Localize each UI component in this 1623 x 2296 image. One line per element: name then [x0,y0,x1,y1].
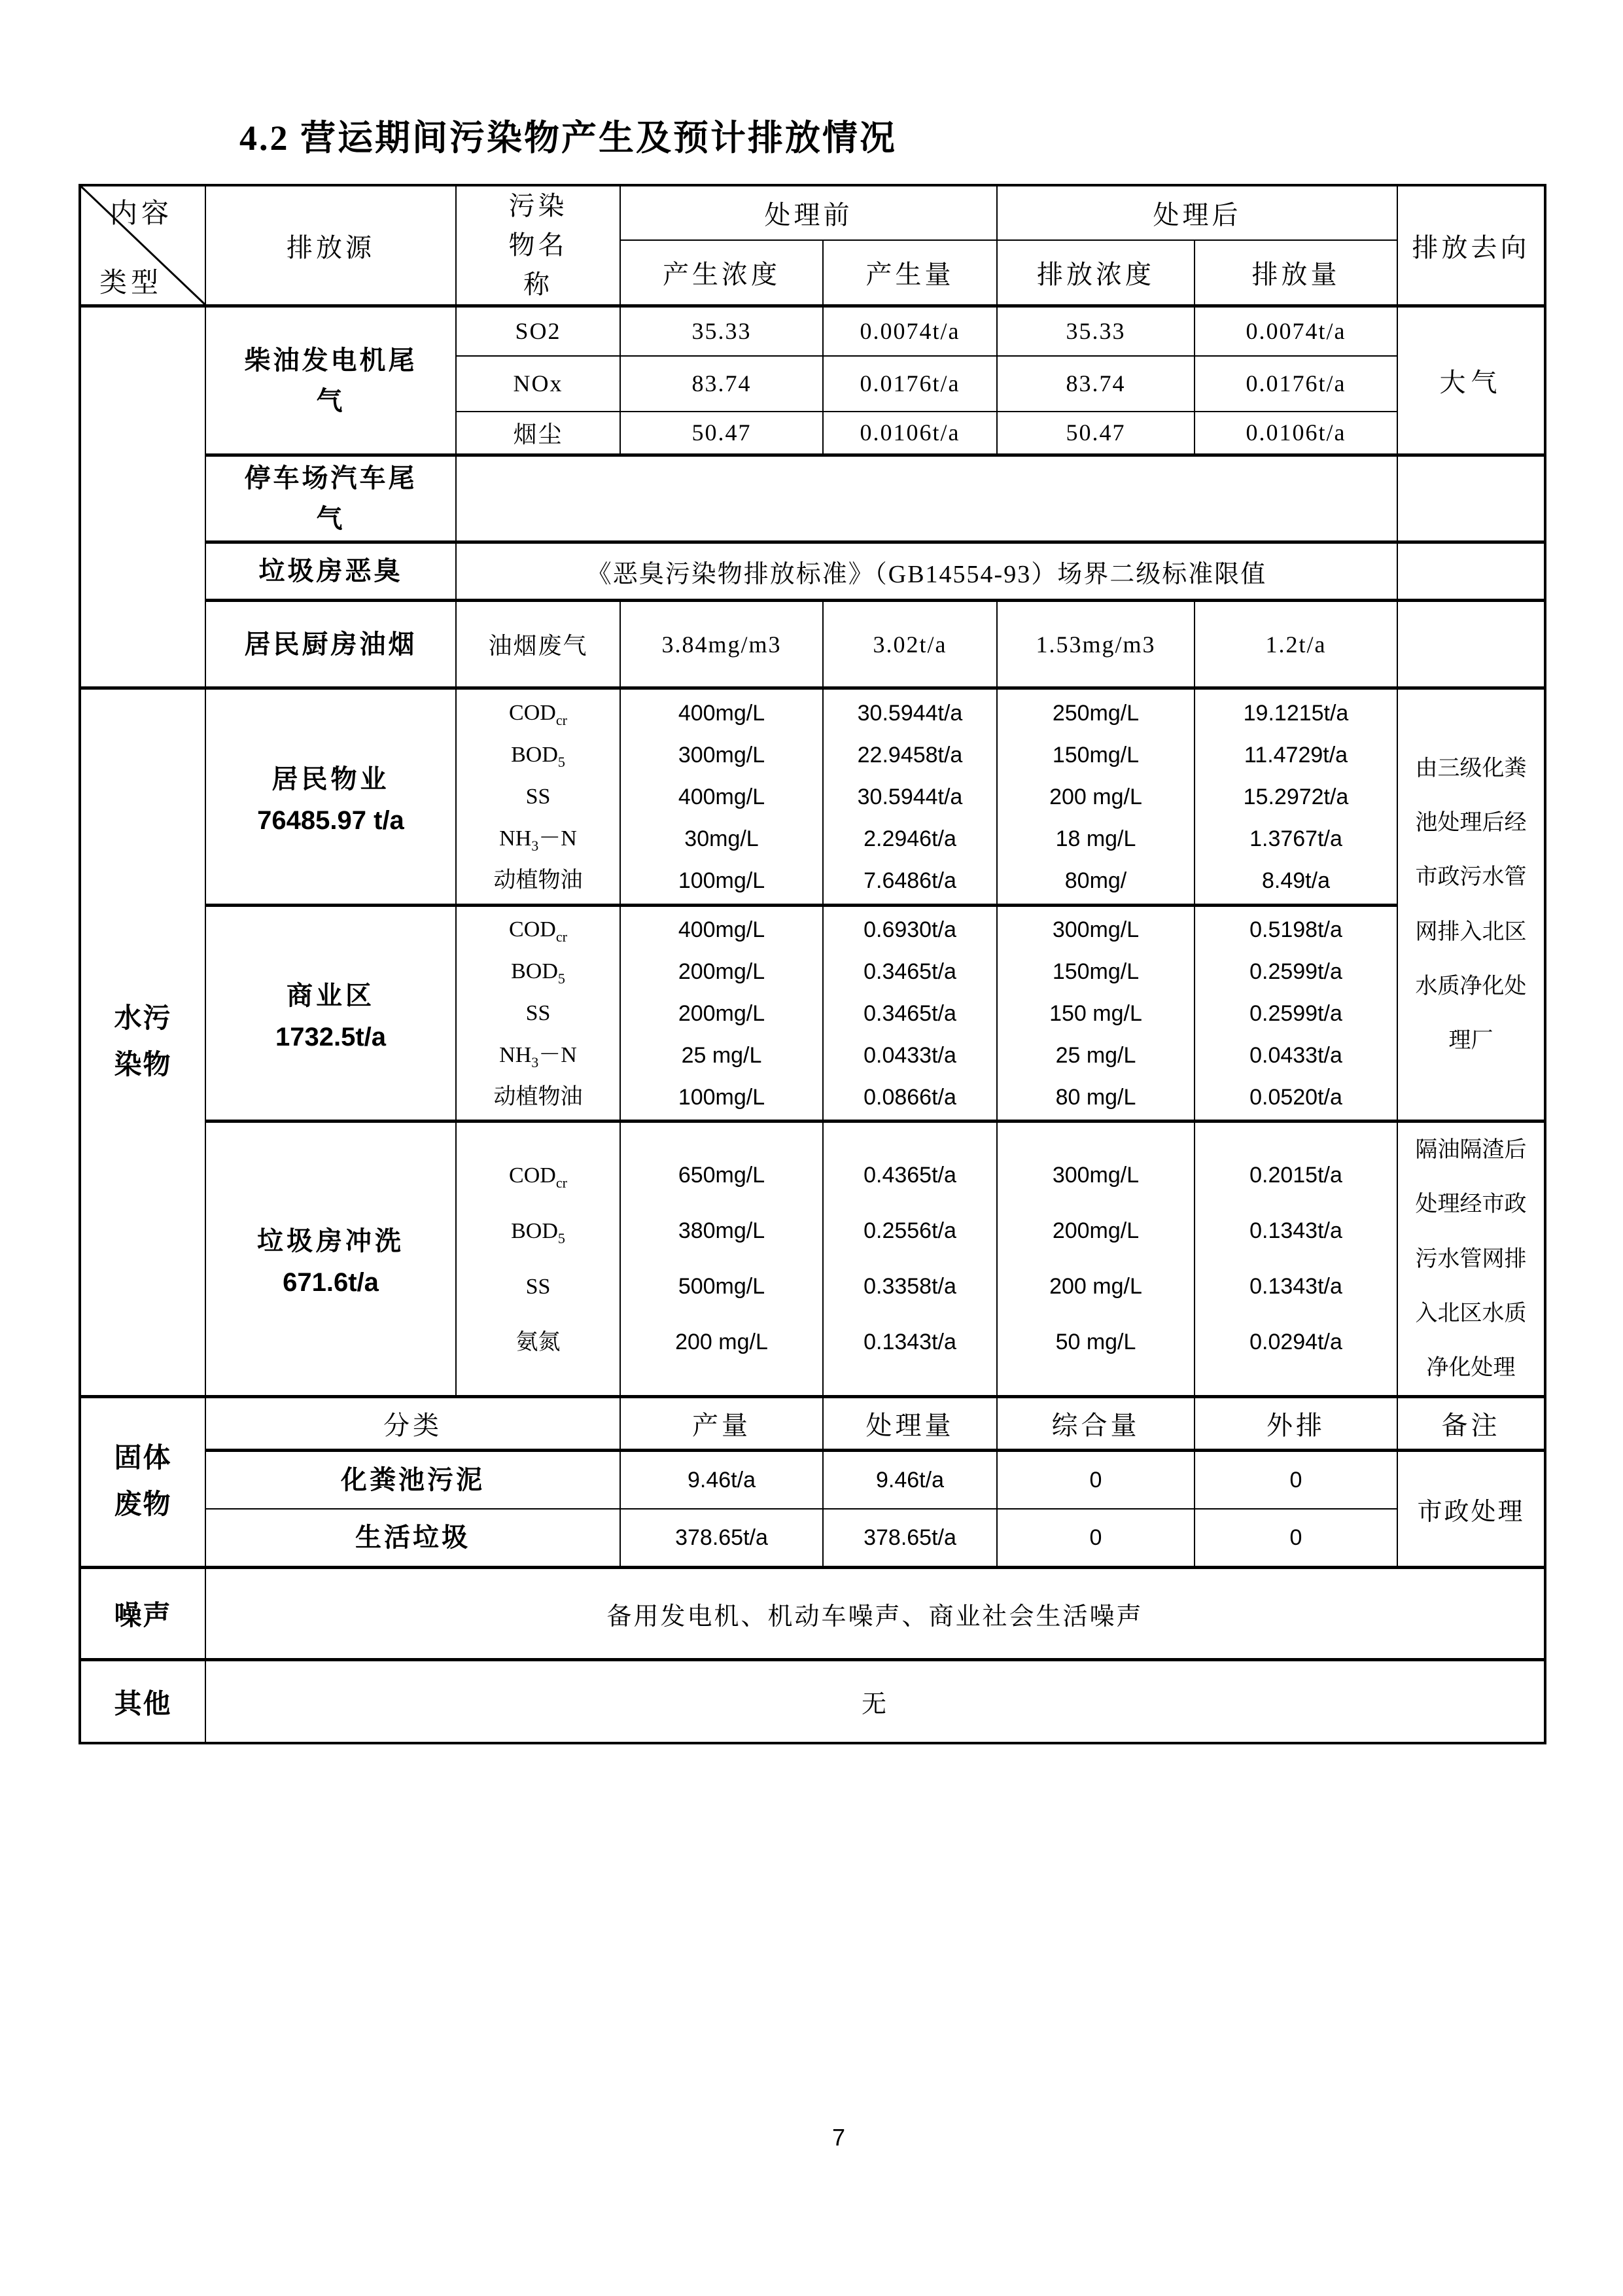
air-generated-concentration: 3.84mg/m3 [620,601,823,688]
air-source-garbage-odor: 垃圾房恶臭 [205,542,456,601]
air-odor-standard: 《恶臭污染物排放标准》（GB14554-93）场界二级标准限值 [456,542,1397,601]
solid-production: 378.65t/a [620,1509,823,1568]
air-pollutant-name: NOx [456,356,620,412]
air-discharge-concentration: 35.33 [997,306,1195,356]
corner-label-type: 类型 [99,268,163,298]
air-discharge-amount: 0.0074t/a [1195,306,1397,356]
water-source-amount: 1732.5t/a [275,1022,387,1051]
solid-comprehensive: 0 [997,1451,1195,1509]
solid-header-class: 分类 [205,1397,620,1451]
destination-empty-cell [1397,455,1545,542]
water-destination-main: 由三级化粪池处理后经市政污水管网排入北区水质净化处理厂 [1397,688,1545,1122]
air-generated-concentration: 35.33 [620,306,823,356]
col-header-after-treatment: 处理后 [997,185,1397,240]
air-pollutant-name: 烟尘 [456,412,620,455]
pollutant-name: SS [525,784,551,809]
pollutant-name: $NH_3-N$ [499,1042,577,1070]
water-discharge-amount: 0.5198t/a 0.2599t/a 0.2599t/a 0.0433t/a 0.0520t/a [1195,906,1397,1122]
solid-category-label: 固体废物 [114,1443,172,1521]
col-header-destination: 排放去向 [1397,185,1545,306]
col-header-generated-amount: 产生量 [823,240,997,306]
air-discharge-concentration: 50.47 [997,412,1195,455]
air-destination: 大气 [1397,306,1545,455]
col-header-discharge-concentration: 排放浓度 [997,240,1195,306]
col-header-source: 排放源 [205,185,456,306]
pollutant-name: $COD_{cr}$ [509,1163,567,1192]
col-header-pollutant [456,185,620,306]
water-generated-amount: 0.4365t/a 0.2556t/a 0.3358t/a 0.1343t/a [823,1122,997,1397]
pollutant-table [79,184,1546,1744]
solid-header-discharge: 外排 [1195,1397,1397,1451]
air-discharge-amount: 0.0106t/a [1195,412,1397,455]
solid-discharge: 0 [1195,1451,1397,1509]
solid-discharge: 0 [1195,1509,1397,1568]
solid-comprehensive: 0 [997,1509,1195,1568]
water-discharge-amount: 0.2015t/a 0.1343t/a 0.1343t/a 0.0294t/a [1195,1122,1397,1397]
air-source-diesel: 柴油发电机尾气 [205,306,456,455]
other-value: 无 [205,1660,1545,1743]
pollutant-name: $BOD_5$ [511,742,565,770]
solid-row-name: 化粪池污泥 [205,1451,620,1509]
solid-row-name: 生活垃圾 [205,1509,620,1568]
pollutant-name: $NH_3-N$ [499,826,577,854]
section-title: 4.2 营运期间污染物产生及预计排放情况 [239,118,897,158]
pollutant-name: SS [525,1000,551,1025]
water-category-label: 水污染物 [114,1003,172,1081]
corner-label-content: 内容 [110,199,173,229]
air-discharge-concentration: 83.74 [997,356,1195,412]
air-source-parking: 停车场汽车尾气 [205,455,456,542]
air-pollutant-name: SO2 [456,306,620,356]
water-pollutant-names [456,1122,620,1397]
corner-header-cell [80,185,205,306]
solid-header-comprehensive: 综合量 [997,1397,1195,1451]
water-source-amount: 671.6t/a [283,1268,379,1298]
col-header-generated-concentration: 产生浓度 [620,240,823,306]
water-source-name: 商业区 [287,980,375,1010]
water-discharge-concentration: 300mg/L 150mg/L 150 mg/L 25 mg/L 80 mg/L [997,906,1195,1122]
pollutant-name: 动植物油 [493,1084,583,1109]
water-source-name: 居民物业 [271,764,390,794]
destination-empty-cell [1397,601,1545,688]
air-source-kitchen: 居民厨房油烟 [205,601,456,688]
solid-header-production: 产量 [620,1397,823,1451]
solid-note: 市政处理 [1397,1451,1545,1568]
water-discharge-concentration: 250mg/L 150mg/L 200 mg/L 18 mg/L 80mg/ [997,688,1195,906]
pollutant-name: $BOD_5$ [511,1219,565,1247]
water-generated-amount: 30.5944t/a 22.9458t/a 30.5944t/a 2.2946t/a 7.6486t/a [823,688,997,906]
water-source-garbage-flush [205,1122,456,1397]
air-discharge-amount: 1.2t/a [1195,601,1397,688]
water-generated-amount: 0.6930t/a 0.3465t/a 0.3465t/a 0.0433t/a 0.0866t/a [823,906,997,1122]
water-source-commercial [205,906,456,1122]
air-generated-amount: 0.0106t/a [823,412,997,455]
air-generated-amount: 0.0176t/a [823,356,997,412]
air-category-empty-cell [80,306,205,688]
pollutant-name: $COD_{cr}$ [509,700,567,728]
air-generated-concentration: 50.47 [620,412,823,455]
col-header-discharge-amount: 排放量 [1195,240,1397,306]
air-generated-amount: 0.0074t/a [823,306,997,356]
pollutant-name: SS [525,1275,551,1299]
air-discharge-amount: 0.0176t/a [1195,356,1397,412]
water-generated-concentration: 650mg/L 380mg/L 500mg/L 200 mg/L [620,1122,823,1397]
water-generated-concentration: 400mg/L 300mg/L 400mg/L 30mg/L 100mg/L [620,688,823,906]
water-pollutant-names [456,906,620,1122]
pollutant-name: 动植物油 [493,868,583,892]
col-header-before-treatment: 处理前 [620,185,997,240]
noise-value: 备用发电机、机动车噪声、商业社会生活噪声 [205,1568,1545,1660]
air-generated-concentration: 83.74 [620,356,823,412]
solid-treated: 9.46t/a [823,1451,997,1509]
air-pollutant-name: 油烟废气 [456,601,620,688]
water-destination-garbage: 隔油隔渣后处理经市政污水管网排入北区水质净化处理 [1397,1122,1545,1397]
pollutant-name: 氨氮 [515,1330,561,1355]
solid-production: 9.46t/a [620,1451,823,1509]
water-source-name: 垃圾房冲洗 [257,1226,404,1256]
water-category [80,688,205,1397]
water-discharge-concentration: 300mg/L 200mg/L 200 mg/L 50 mg/L [997,1122,1195,1397]
water-discharge-amount: 19.1215t/a 11.4729t/a 15.2972t/a 1.3767t/a 8.49t/a [1195,688,1397,906]
solid-treated: 378.65t/a [823,1509,997,1568]
noise-category: 噪声 [80,1568,205,1660]
pollutant-name: $COD_{cr}$ [509,917,567,945]
solid-header-treated: 处理量 [823,1397,997,1451]
water-source-amount: 76485.97 t/a [257,805,404,835]
water-pollutant-names [456,688,620,906]
air-generated-amount: 3.02t/a [823,601,997,688]
pollutant-name: $BOD_5$ [511,959,565,987]
air-discharge-concentration: 1.53mg/m3 [997,601,1195,688]
solid-header-note: 备注 [1397,1397,1545,1451]
destination-empty-cell [1397,542,1545,601]
water-generated-concentration: 400mg/L 200mg/L 200mg/L 25 mg/L 100mg/L [620,906,823,1122]
other-category: 其他 [80,1660,205,1743]
air-parking-empty-cell [456,455,1397,542]
page-number: 7 [832,2124,846,2151]
water-source-residential [205,688,456,906]
col-header-pollutant-label: 污染物名称 [508,191,568,299]
solid-category [80,1397,205,1568]
